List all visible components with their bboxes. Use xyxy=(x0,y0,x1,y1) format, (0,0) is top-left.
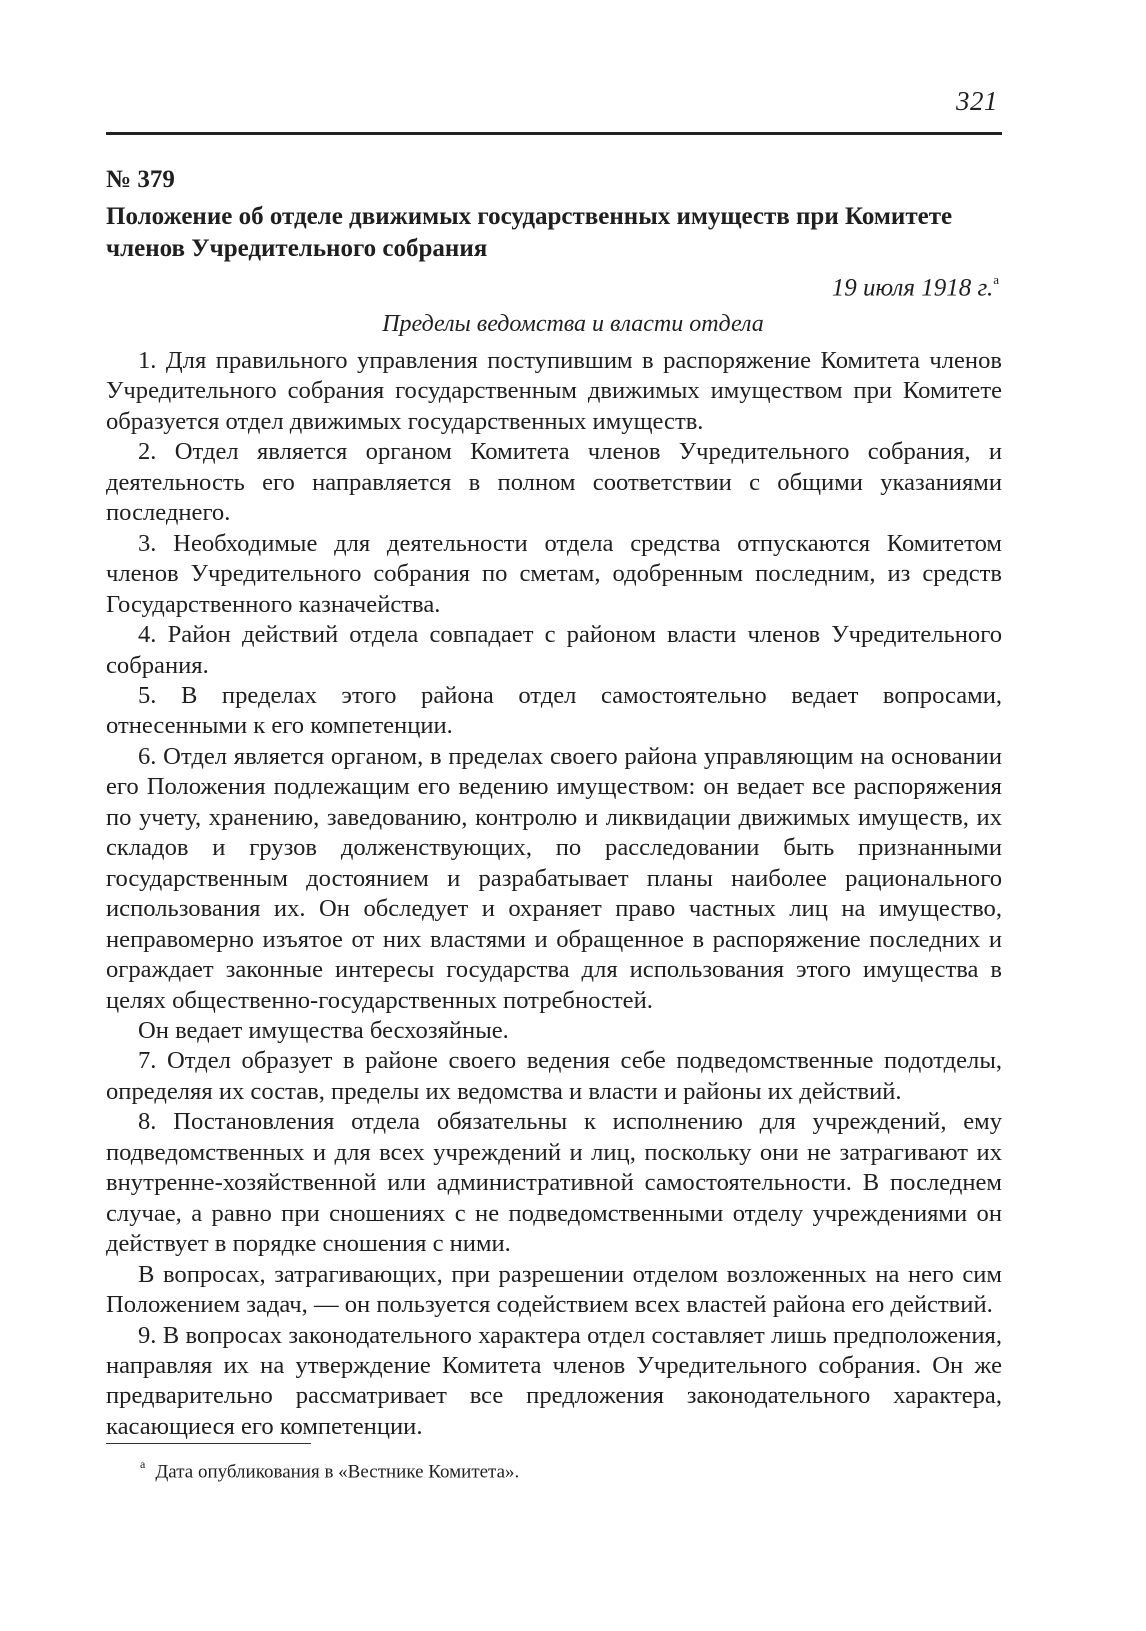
paragraph-2: 2. Отдел является органом Комитета членов Учредительного собрания, и деятельность его направляется в полном соответствии с общими указаниями последнего. xyxy=(106,438,1002,527)
document-date-text: 19 июля 1918 г. xyxy=(831,274,994,302)
section-heading: Пределы ведомства и власти отдела xyxy=(382,311,764,337)
document-title: Положение об отделе движимых государственных имуществ при Комитете членов Учредительного собрания xyxy=(106,203,953,262)
footnote-text: Дата опубликования в «Вестнике Комитета». xyxy=(155,1461,520,1483)
paragraph-6: 6. Отдел является органом, в пределах своего района управляющим на основании его Положения подлежащим его ведению имуществом: он ведает все распоряжения по учету, хранению, заведованию, контролю и ликвидации движимых имуществ, их складов и грузов долженствующих, по расследовании быть признанными государственным достоянием и разрабатывает планы наиболее рационального использования их. Он обследует и охраняет право частных лиц на имущество, неправомерно изъятое от них властями и обращенное в распоряжение последних и ограждает законные интересы государства для использования этого имущества в целях общественно-государственных потребностей. xyxy=(106,742,1002,1014)
footnote xyxy=(140,1459,519,1483)
document-number: № 379 xyxy=(106,166,175,193)
footnote-reference[interactable]: а xyxy=(993,272,999,287)
paragraph-3: 3. Необходимые для деятельности отдела средства отпускаются Комитетом членов Учредительного собрания по сметам, одобренным последним, из средств Государственного казначейства. xyxy=(106,529,1002,618)
paragraph-8: 8. Постановления отдела обязательны к исполнению для учреждений, ему подведомственных и для всех учреждений и лиц, поскольку они не затрагивают их внутренне-хозяйственной или административной самостоятельности. В последнем случае, а равно при сношениях с не подведомственными отделу учреждениями он действует в порядке сношения с ними. xyxy=(106,1108,1002,1258)
page-number: 321 xyxy=(956,86,998,116)
document-body xyxy=(106,346,1002,1442)
footnote-rule xyxy=(106,1443,311,1444)
paragraph-6-continuation: Он ведает имущества бесхозяйные. xyxy=(138,1016,509,1044)
paragraph-5: 5. В пределах этого района отдел самостоятельно ведает вопросами, отнесенными к его компетенции. xyxy=(106,681,1002,740)
paragraph-4: 4. Район действий отдела совпадает с районом власти членов Учредительного собрания. xyxy=(106,621,1002,679)
paragraph-1: 1. Для правильного управления поступившим в распоряжение Комитета членов Учредительного собрания государственным движимых имуществом при Комитете образуется отдел движимых государственных имуществ. xyxy=(106,347,1002,435)
document-date xyxy=(832,274,999,302)
paragraph-7: 7. Отдел образует в районе своего ведения себе подведомственные подотделы, определяя их состав, пределы их ведомства и власти и районы их действий. xyxy=(106,1047,1002,1105)
paragraph-8-continuation: В вопросах, затрагивающих, при разрешении отделом возложенных на него сим Положением задач, — он пользуется содействием всех властей района его действий. xyxy=(106,1260,1002,1319)
paragraph-9: 9. В вопросах законодательного характера отдел составляет лишь предположения, направляя их на утверждение Комитета членов Учредительного собрания. Он же предварительно рассматривает все предложения законодательного характера, касающиеся его компетенции. xyxy=(106,1321,1002,1440)
header-rule xyxy=(106,132,1002,135)
footnote-mark: а xyxy=(140,1457,146,1471)
